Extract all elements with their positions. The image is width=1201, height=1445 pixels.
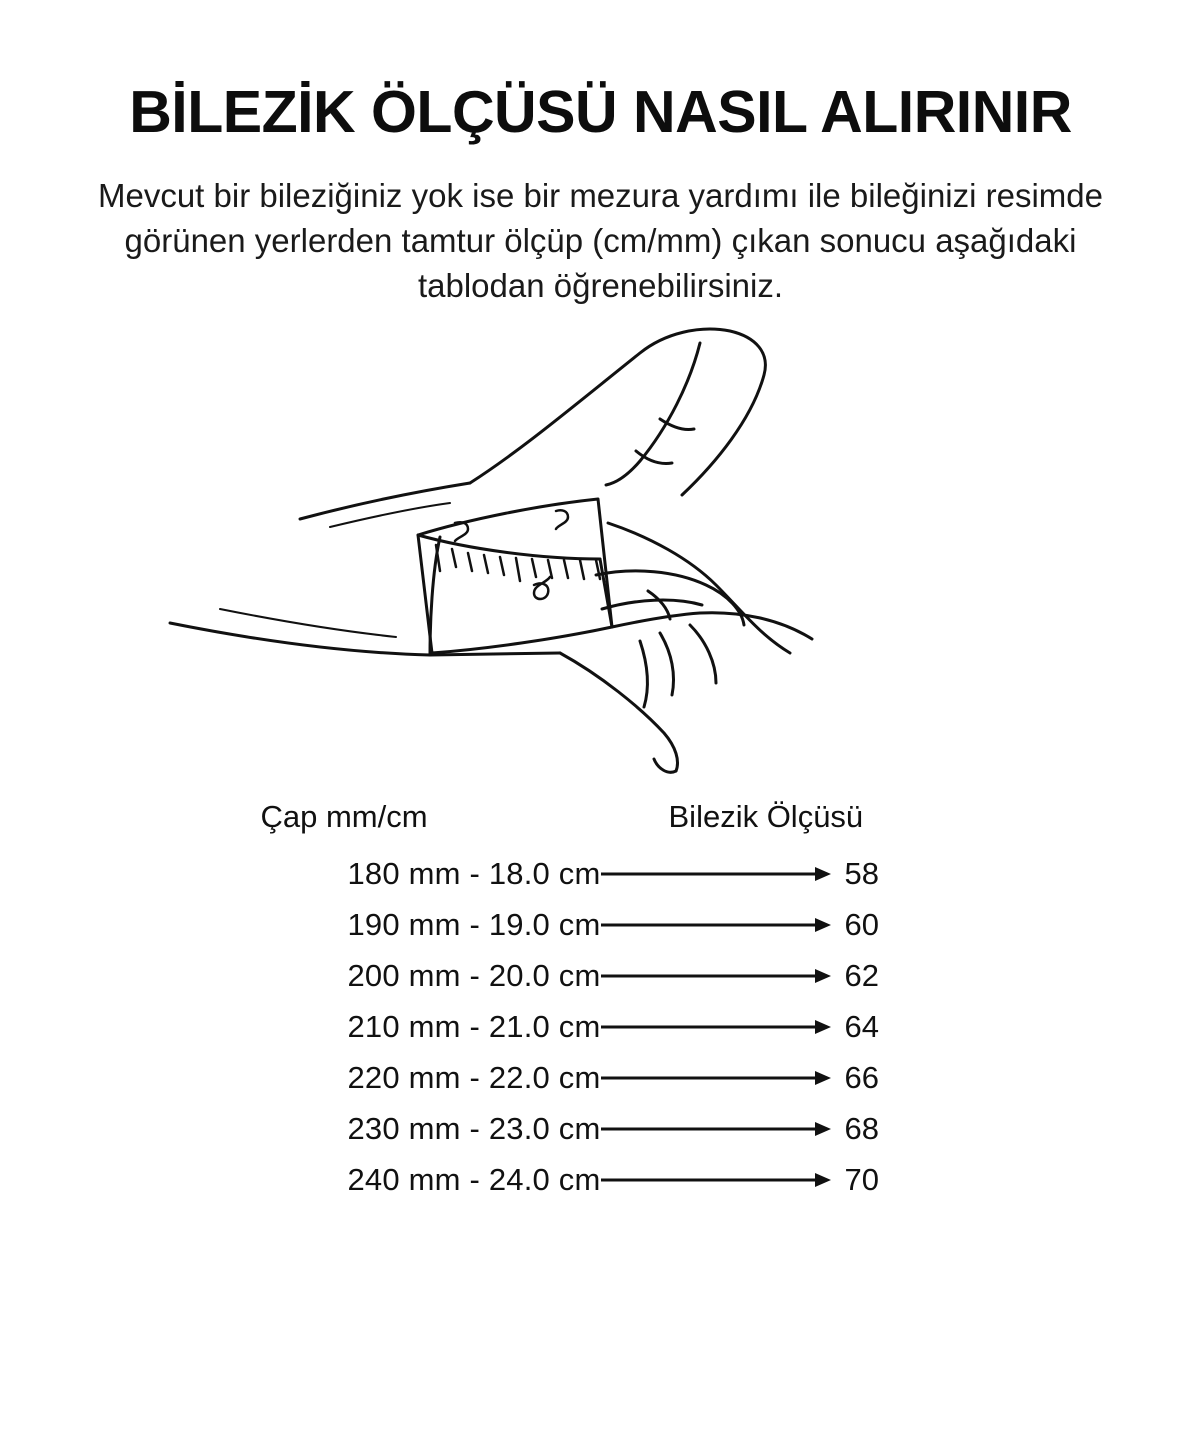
- diameter-value: 190 mm - 19.0 cm: [347, 907, 601, 943]
- table-row: [241, 849, 961, 900]
- table-row: [241, 951, 961, 1002]
- diameter-value: 200 mm - 20.0 cm: [347, 958, 601, 994]
- arrow-icon: [601, 1165, 831, 1196]
- column-header-diameter: Çap mm/cm: [260, 798, 428, 834]
- bracelet-size-value: 58: [844, 856, 879, 892]
- diameter-value: 240 mm - 24.0 cm: [347, 1162, 601, 1198]
- page-title: BİLEZİK ÖLÇÜSÜ NASIL ALIRINIR: [129, 79, 1072, 145]
- bracelet-size-value: 70: [844, 1162, 879, 1198]
- size-guide-page: [0, 79, 1201, 1445]
- size-table: [241, 799, 961, 1206]
- bracelet-size-value: 62: [844, 958, 879, 994]
- diameter-value: 230 mm - 23.0 cm: [347, 1111, 601, 1147]
- arrow-icon: [601, 859, 831, 890]
- arrow-icon: [601, 961, 831, 992]
- table-header-row: [241, 799, 961, 835]
- arrow-icon: [601, 1114, 831, 1145]
- arrow-icon: [601, 1012, 831, 1043]
- bracelet-size-value: 64: [844, 1009, 879, 1045]
- table-row: [241, 1002, 961, 1053]
- table-row: [241, 1104, 961, 1155]
- bracelet-size-value: 66: [844, 1060, 879, 1096]
- arrow-icon: [601, 910, 831, 941]
- diameter-value: 180 mm - 18.0 cm: [347, 856, 601, 892]
- bracelet-size-value: 68: [844, 1111, 879, 1147]
- hand-measuring-illustration: [0, 323, 1201, 793]
- bracelet-size-value: 60: [844, 907, 879, 943]
- intro-paragraph: Mevcut bir bileziğiniz yok ise bir mezura yardımı ile bileğinizi resimde görünen yerlerden tamtur ölçüp (cm/mm) çıkan sonucu aşağıdaki tablodan öğrenebilirsiniz.: [97, 176, 1104, 304]
- column-header-size: Bilezik Ölçüsü: [668, 798, 864, 834]
- table-row: [241, 1155, 961, 1206]
- table-row: [241, 1053, 961, 1104]
- table-row: [241, 900, 961, 951]
- arrow-icon: [601, 1063, 831, 1094]
- diameter-value: 220 mm - 22.0 cm: [347, 1060, 601, 1096]
- diameter-value: 210 mm - 21.0 cm: [347, 1009, 601, 1045]
